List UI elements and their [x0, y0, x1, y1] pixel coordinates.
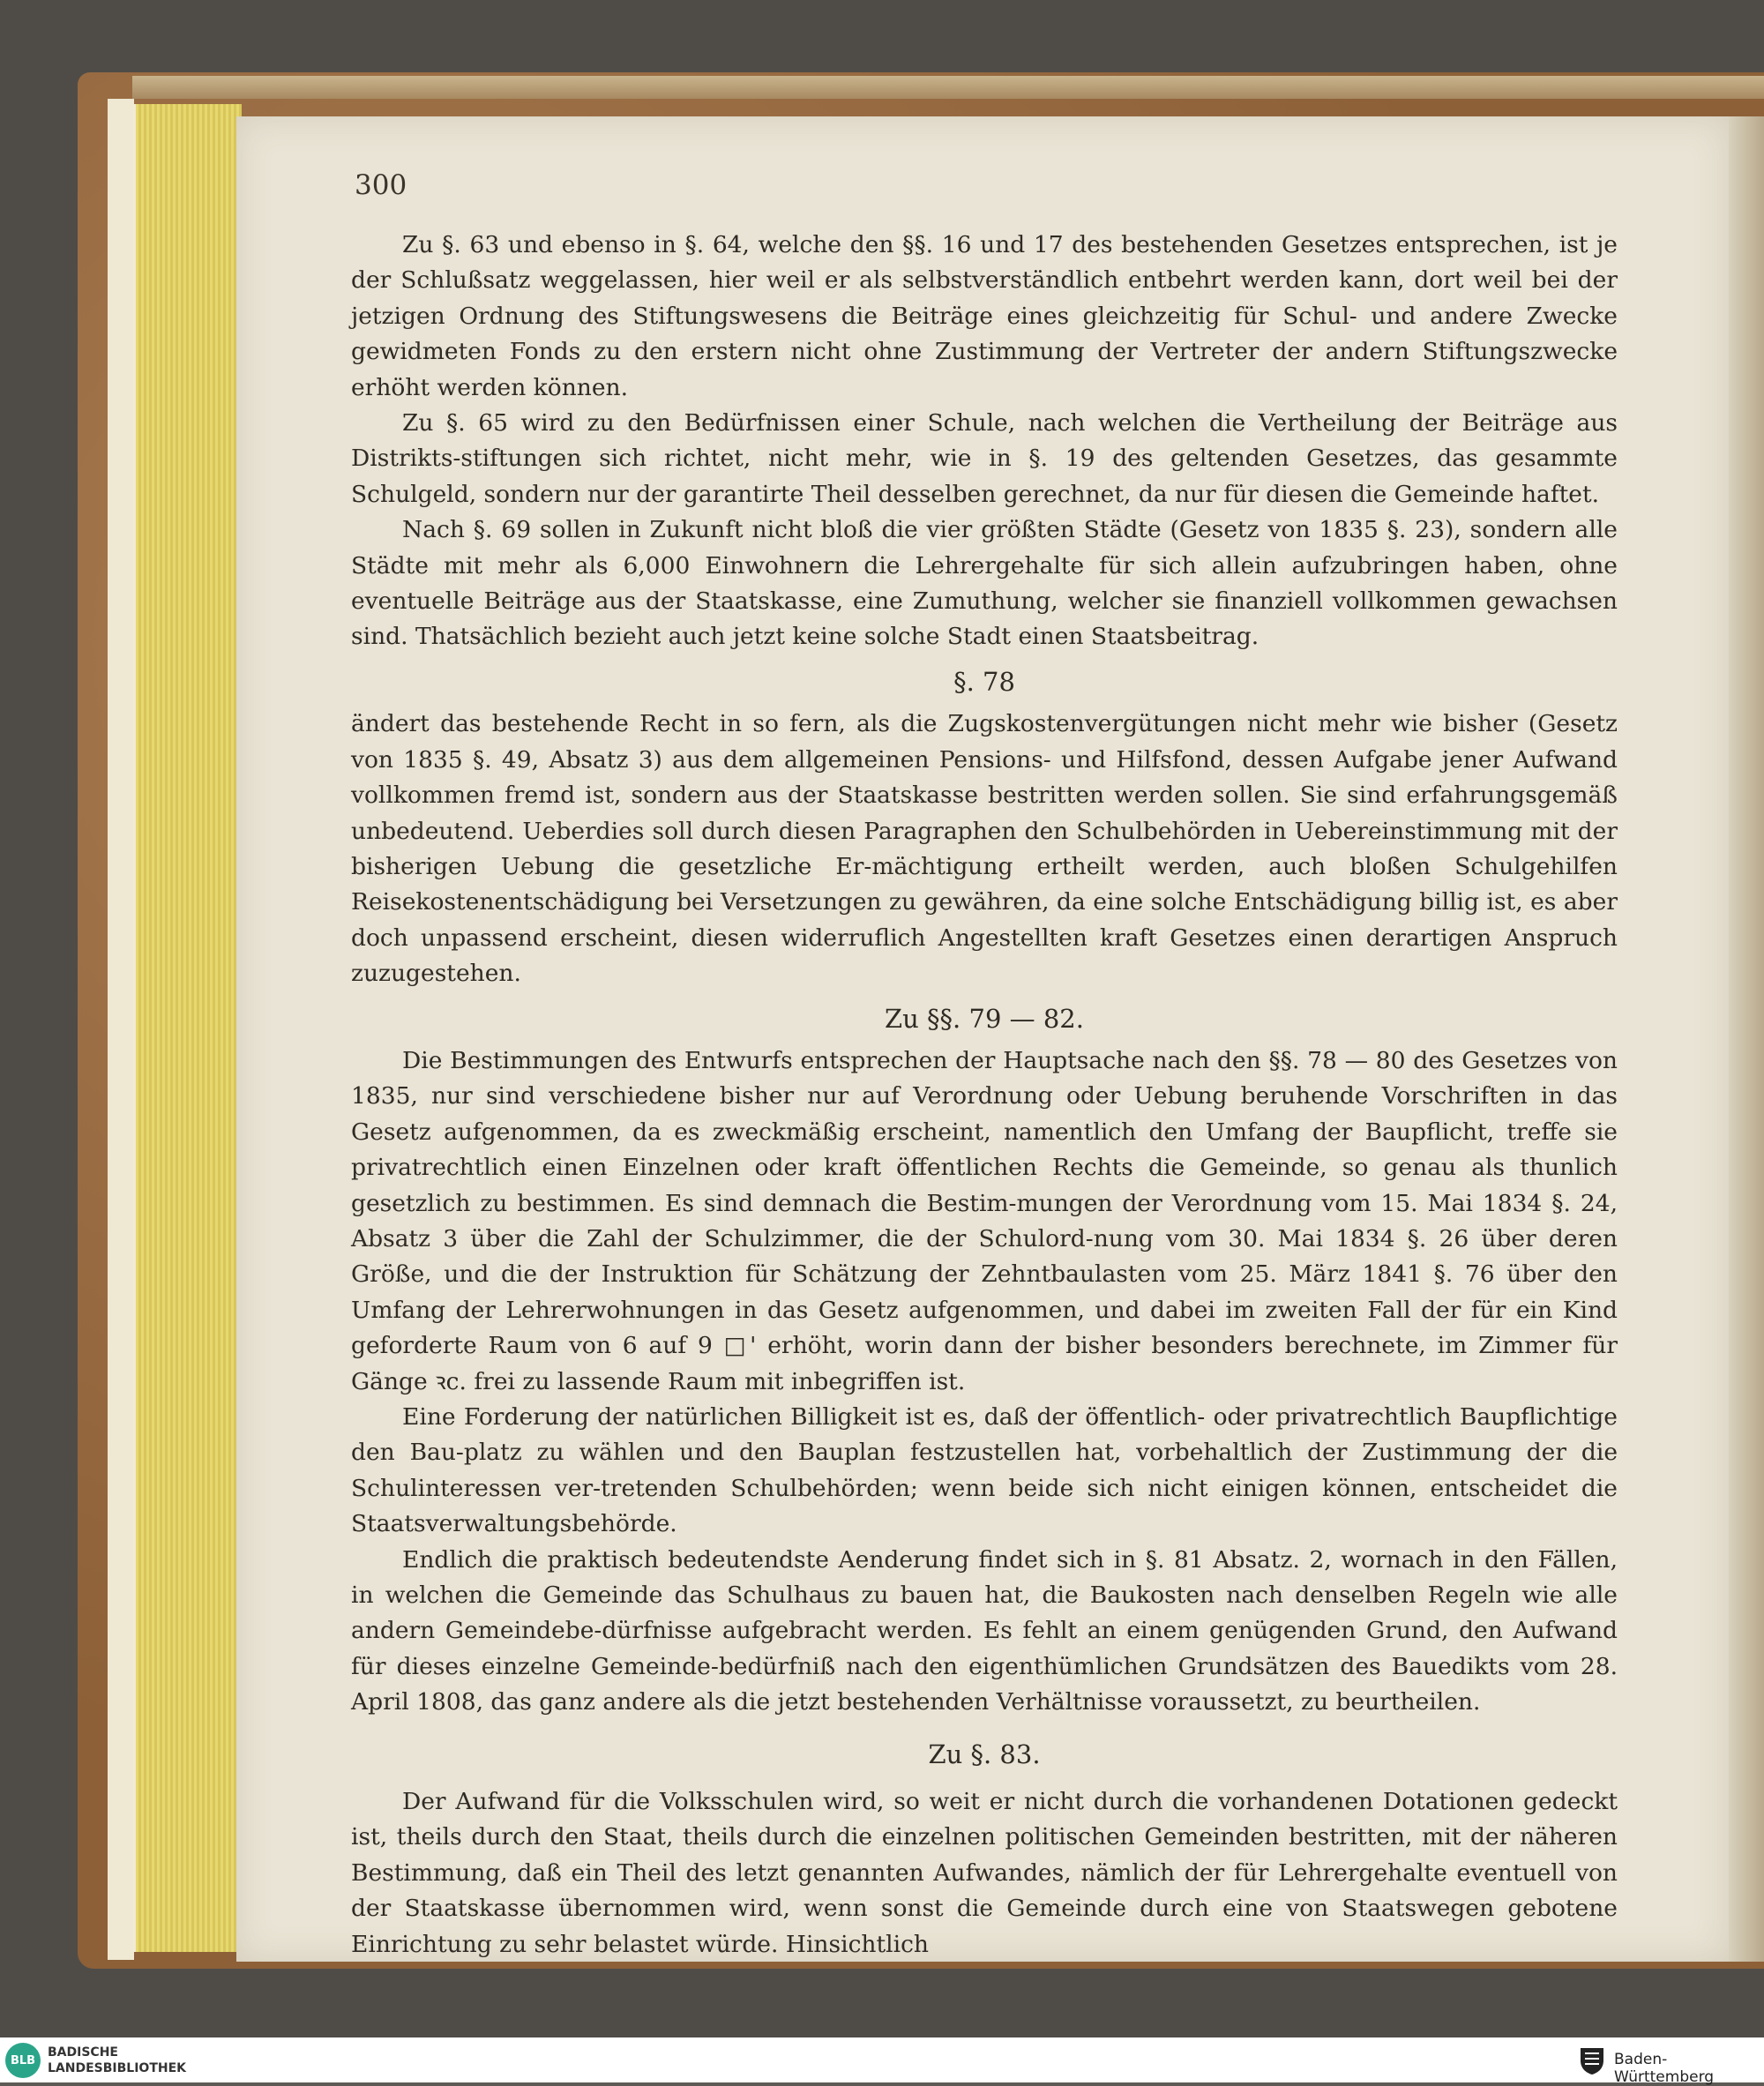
section-heading-83: Zu §. 83. [928, 1738, 1041, 1769]
blb-logo-text: BLB [10, 2053, 36, 2067]
paragraph-78: ändert das bestehende Recht in so fern, als die Zugskostenvergütungen nicht mehr wie bisher (Gesetz von 1835 §. 49, Absatz 3) aus dem allgemeinen Pensions- und Hilfsfond, dessen Aufgabe jener Aufwand vollkommen fremd ist, sondern aus der Staatskasse bestritten werden sollen. Sie sind erfahrungsgemäß unbedeutend. Ueberdies soll durch diesen Paragraphen den Schulbehörden in Uebereinstimmung mit der bisherigen Uebung die gesetzliche Er-mächtigung ertheilt werden, auch bloßen Schulgehilfen Reisekostenentschädigung bei Versetzungen zu gewähren, da eine solche Entschädigung billig ist, es aber doch unpassend erscheint, diesen widerruflich Angestellten kraft Gesetzes einen derartigen Anspruch zuzugestehen. [351, 710, 1618, 988]
paragraph-bestimmungen: Die Bestimmungen des Entwurfs entsprechen der Hauptsache nach den §§. 78 — 80 des Gesetzes von 1835, nur sind verschiedene bisher nur auf Verordnung oder Uebung beruhende Vorschriften in das Gesetz aufgenommen, da es zweckmäßig erscheint, namentlich den Umfang der Baupflicht, treffe sie privatrechtlich einen Einzelnen oder kraft öffentlichen Rechts die Gemeinde, so genau als thunlich gesetzlich zu bestimmen. Es sind demnach die Bestim-mungen der Verordnung vom 15. Mai 1834 §. 24, Absatz 3 über die Zahl der Schulzimmer, die der Schulord-nung vom 30. Mai 1834 §. 26 über deren Größe, und die der Instruktion für Schätzung der Zehntbaulasten vom 25. März 1841 §. 76 über den Umfang der Lehrerwohnungen in das Gesetz aufgenommen, und dabei im zweiten Fall der für ein Kind geforderte Raum von 6 auf 9 □' erhöht, worin dann der bisher besonders berechnete, im Zimmer für Gänge ꝛc. frei zu lassende Raum mit inbegriffen ist. [351, 1046, 1618, 1395]
paragraph-zu-63: Zu §. 63 und ebenso in §. 64, welche den §§. 16 und 17 des bestehenden Gesetzes entsprechen, ist je der Schlußsatz weggelassen, hier weil er als selbstverständlich entbehrt werden kann, dort weil bei der jetzigen Ordnung des Stiftungswesens die Beiträge eines gleichzeitig für Schul- und andere Zwecke gewidmeten Fonds zu den erstern nicht ohne Zustimmung der Vertreter der andern Stiftungszwecke erhöht werden können. [351, 231, 1618, 401]
viewer-footer [0, 2037, 1764, 2086]
book-top-edge [132, 76, 1764, 99]
paragraph-endlich: Endlich die praktisch bedeutendste Aenderung findet sich in §. 81 Absatz. 2, wornach in den Fällen, in welchen die Gemeinde das Schulhaus zu bauen hat, die Baukosten nach denselben Regeln wie alle andern Gemeindebe-dürfnisse aufgebracht werden. Es fehlt an einem genügenden Grund, den Aufwand für dieses einzelne Gemeinde-bedürfniß nach den eigenthümlichen Grundsätzen des Bauedikts vom 28. April 1808, das ganz andere als die jetzt bestehenden Verhältnisse voraussetzt, zu beurtheilen. [351, 1545, 1618, 1716]
paragraph-forderung: Eine Forderung der natürlichen Billigkeit ist es, daß der öffentlich- oder privatrechtlich Baupflichtige den Bau-platz zu wählen und den Bauplan festzustellen hat, vorbehaltlich der Zustimmung der die Schulinteressen ver-tretenden Schulbehörden; wenn beide sich nicht einigen können, entscheidet die Staatsverwaltungsbehörde. [351, 1403, 1618, 1538]
state-name[interactable]: Baden-Württemberg [1614, 2051, 1715, 2086]
paragraph-zu-65: Zu §. 65 wird zu den Bedürfnissen einer Schule, nach welchen die Vertheilung der Beiträge aus Distrikts-stiftungen sich richtet, nicht mehr, wie in §. 19 des geltenden Gesetzes, das gesammte Schulgeld, sondern nur der garantirte Theil desselben gerechnet, da nur für diesen die Gemeinde haftet. [351, 409, 1618, 508]
section-heading-79-82: Zu §§. 79 — 82. [885, 1003, 1084, 1034]
blb-logo-icon[interactable] [5, 2043, 41, 2078]
page-number: 300 [355, 169, 407, 201]
page-text [351, 228, 1618, 1963]
paragraph-nach-69: Nach §. 69 sollen in Zukunft nicht bloß die vier größten Städte (Gesetz von 1835 §. 23), sondern alle Städte mit mehr als 6,000 Einwohnern die Lehrergehalte für sich allein aufzubringen haben, ohne eventuelle Beiträge aus der Staatskasse, eine Zumuthung, welcher sie finanziell vollkommen gewachsen sind. Thatsächlich bezieht auch jetzt keine solche Stadt einen Staatsbeitrag. [351, 516, 1618, 651]
page-edge-light [108, 99, 134, 1960]
coat-of-arms-icon[interactable] [1577, 2045, 1607, 2076]
paragraph-aufwand: Der Aufwand für die Volksschulen wird, so weit er nicht durch die vorhandenen Dotationen gedeckt ist, theils durch den Staat, theils durch die einzelnen politischen Gemeinden bestritten, mit der näheren Bestimmung, daß ein Theil des letzt genannten Aufwandes, nämlich der für Lehrergehalte eventuell von der Staatskasse übernommen wird, wenn sonst die Gemeinde durch eine von Staatswegen gebotene Einrichtung zu sehr belastet würde. Hinsichtlich [351, 1788, 1618, 1958]
library-name-line2: LANDESBIBLIOTHEK [48, 2061, 187, 2075]
library-name-line1: BADISCHE [48, 2045, 118, 2060]
library-name[interactable] [48, 2045, 186, 2076]
gilded-page-edges [132, 104, 242, 1952]
section-heading-78: §. 78 [953, 666, 1015, 697]
page-gutter-shadow [1729, 116, 1764, 1962]
